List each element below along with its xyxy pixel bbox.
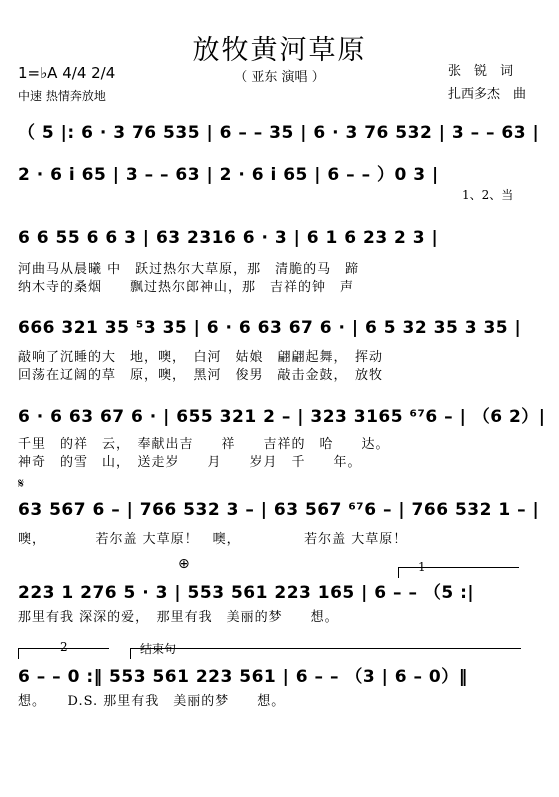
score-line-8: 6 – – 0 :‖ 553 561 223 561 | 6 – – （3 | 6 – 0）‖ xyxy=(18,667,468,687)
lyric-line-8: 想。 D.S. 那里有我 美丽的梦 想。 xyxy=(18,694,286,709)
segno-sign: 𝄋 xyxy=(18,476,25,492)
ending-bracket xyxy=(130,648,521,659)
score-line-1: （ 5 |: 6 · 3 76 535 | 6 – – 35 | 6 · 3 76 532 | 3 – – 63 | xyxy=(18,123,540,143)
score-line-7: 223 1 276 5 · 3 | 553 561 223 165 | 6 – – （5 :| xyxy=(18,583,475,603)
lyric-line-6: 噢， 若尔盖 大草原！ 噢， 若尔盖 大草原！ xyxy=(18,532,408,547)
volta-1-label: 1 xyxy=(418,560,426,574)
verse-number-note: 1、2、当 xyxy=(462,188,514,202)
song-title: 放牧黄河草原 xyxy=(192,35,367,66)
tempo-marking: 中速 热情奔放地 xyxy=(18,89,106,103)
ending-label: 结束句 xyxy=(140,642,177,656)
lyric-line-3b: 纳木寺的桑烟 飘过热尔郎神山，那 吉祥的钟 声 xyxy=(18,280,355,295)
lyric-line-5a: 千里 的祥 云， 奉献出吉 祥 吉祥的 哈 达。 xyxy=(18,437,390,452)
coda-sign: ⊕ xyxy=(178,556,190,572)
composer-credit: 扎西多杰 曲 xyxy=(448,87,527,102)
lyric-line-3a: 河曲马从晨曦 中 跃过热尔大草原，那 清脆的马 蹄 xyxy=(18,262,360,277)
score-line-2: 2 · 6 i 65 | 3 – – 63 | 2 · 6 i 65 | 6 – – ）0 3 | xyxy=(18,165,439,185)
key-signature: 1=♭A 4/4 2/4 xyxy=(18,64,116,82)
volta-2-label: 2 xyxy=(60,640,68,654)
lyric-line-5b: 神奇 的雪 山， 送走岁 月 岁月 千 年。 xyxy=(18,455,362,470)
lyric-line-4a: 敲响了沉睡的大 地，噢， 白河 姑娘 翩翩起舞， 挥动 xyxy=(18,350,384,365)
lyric-line-4b: 回荡在辽阔的草 原，噢， 黑河 俊男 敲击金鼓， 放牧 xyxy=(18,368,384,383)
score-line-6: 63 567 6 – | 766 532 3 – | 63 567 ⁶⁷6 – | 766 532 1 – | xyxy=(18,500,540,520)
score-line-5: 6 · 6 63 67 6 · | 655 321 2 – | 323 3165 ⁶⁷6 – | （6 2）| xyxy=(18,407,546,427)
score-line-3: 6 6 55 6 6 3 | 63 2316 6 · 3 | 6 1 6 23 2 3 | xyxy=(18,228,439,248)
song-subtitle: （ 亚东 演唱 ） xyxy=(234,70,325,85)
lyric-line-7: 那里有我 深深的爱， 那里有我 美丽的梦 想。 xyxy=(18,610,339,625)
lyricist-credit: 张 锐 词 xyxy=(448,64,514,79)
score-line-4: 666 321 35 ⁵3 35 | 6 · 6 63 67 6 · | 6 5 32 35 3 35 | xyxy=(18,318,522,338)
volta-1-bracket xyxy=(398,567,519,578)
